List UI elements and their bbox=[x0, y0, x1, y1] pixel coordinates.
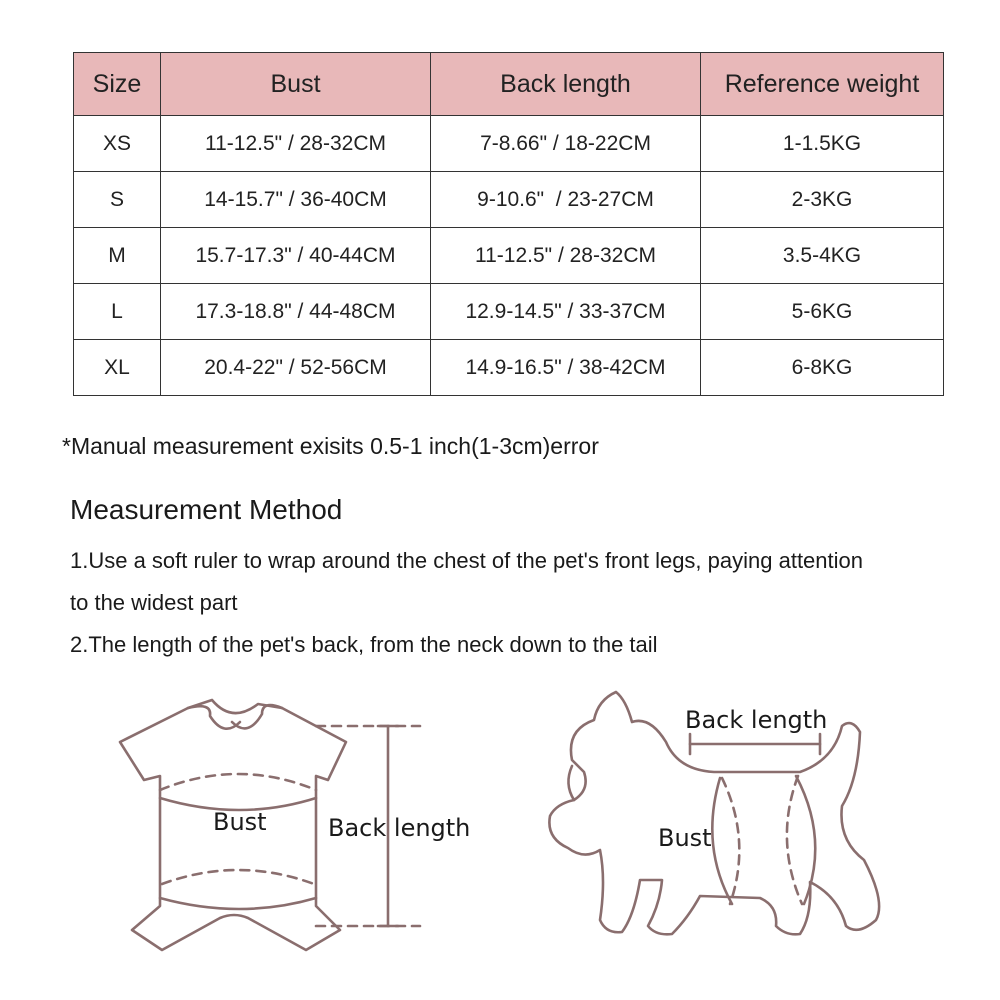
cell-size: L bbox=[74, 284, 161, 340]
cell-weight: 1-1.5KG bbox=[701, 116, 944, 172]
table-row bbox=[74, 172, 944, 228]
table-row bbox=[74, 228, 944, 284]
measurement-error-note: *Manual measurement exisits 0.5-1 inch(1-3cm)error bbox=[62, 433, 599, 459]
method-heading: Measurement Method bbox=[70, 494, 343, 525]
cell-weight: 3.5-4KG bbox=[701, 228, 944, 284]
cell-weight: 2-3KG bbox=[701, 172, 944, 228]
method-step-1-line-2: to the widest part bbox=[70, 590, 238, 615]
header-reference-weight: Reference weight bbox=[701, 53, 944, 116]
cell-back-length: 11-12.5" / 28-32CM bbox=[431, 228, 701, 284]
cell-back-length: 9-10.6" / 23-27CM bbox=[431, 172, 701, 228]
table-header-row bbox=[74, 53, 944, 116]
cell-size: S bbox=[74, 172, 161, 228]
table-row bbox=[74, 284, 944, 340]
cell-back-length: 14.9-16.5" / 38-42CM bbox=[431, 340, 701, 396]
cell-back-length: 12.9-14.5" / 33-37CM bbox=[431, 284, 701, 340]
clothing-bust-label: Bust bbox=[213, 808, 267, 836]
cell-size: XL bbox=[74, 340, 161, 396]
method-step-2: 2.The length of the pet's back, from the neck down to the tail bbox=[70, 632, 658, 657]
header-size: Size bbox=[74, 53, 161, 116]
cell-size: M bbox=[74, 228, 161, 284]
size-chart-table bbox=[73, 52, 944, 396]
dog-back-length-label: Back length bbox=[685, 706, 828, 734]
cell-weight: 5-6KG bbox=[701, 284, 944, 340]
header-back-length: Back length bbox=[431, 53, 701, 116]
cell-bust: 11-12.5" / 28-32CM bbox=[161, 116, 431, 172]
cell-bust: 14-15.7" / 36-40CM bbox=[161, 172, 431, 228]
method-step-1-line-1: 1.Use a soft ruler to wrap around the chest of the pet's front legs, paying attention bbox=[70, 548, 863, 573]
cell-bust: 20.4-22" / 52-56CM bbox=[161, 340, 431, 396]
header-bust: Bust bbox=[161, 53, 431, 116]
cell-size: XS bbox=[74, 116, 161, 172]
cell-bust: 15.7-17.3" / 40-44CM bbox=[161, 228, 431, 284]
cell-weight: 6-8KG bbox=[701, 340, 944, 396]
clothing-back-length-label: Back length bbox=[328, 814, 471, 842]
cell-back-length: 7-8.66" / 18-22CM bbox=[431, 116, 701, 172]
dog-bust-label: Bust bbox=[658, 824, 712, 852]
cell-bust: 17.3-18.8" / 44-48CM bbox=[161, 284, 431, 340]
table-row bbox=[74, 116, 944, 172]
measurement-illustrations bbox=[0, 660, 1000, 1000]
table-row bbox=[74, 340, 944, 396]
